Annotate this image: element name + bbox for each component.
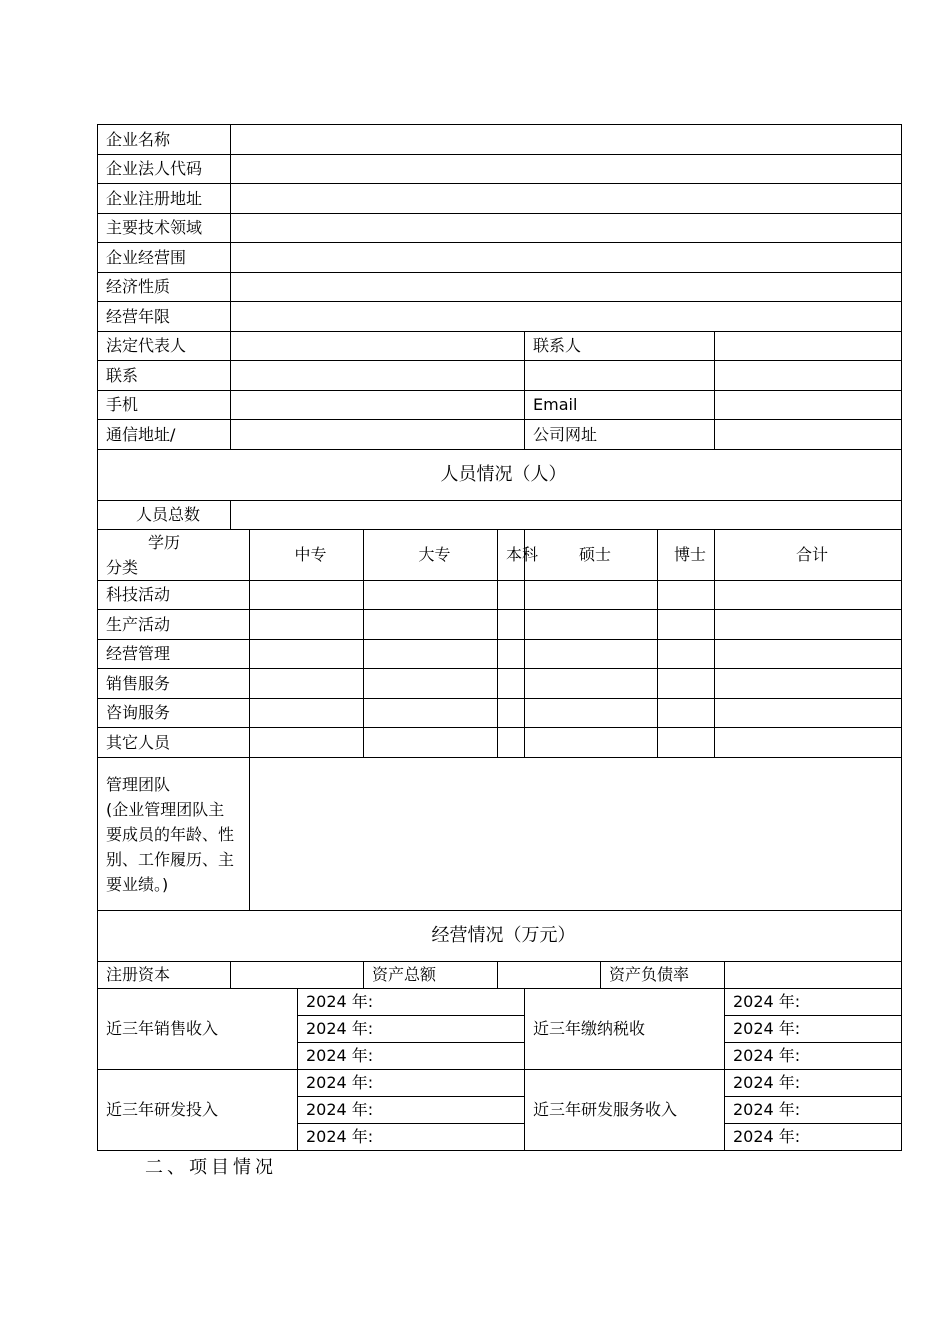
sales-income-label: 近三年销售收入: [98, 989, 298, 1070]
company-name-field[interactable]: [231, 125, 902, 155]
debt-ratio-field[interactable]: [725, 962, 902, 989]
cell[interactable]: [498, 728, 525, 758]
legal-rep-field[interactable]: [231, 332, 525, 361]
personnel-total-field[interactable]: [231, 501, 902, 530]
col-header: 本科: [498, 530, 525, 581]
cell[interactable]: [250, 581, 364, 610]
contact-person-field[interactable]: [715, 332, 902, 361]
cell[interactable]: [715, 669, 902, 699]
registered-address-field[interactable]: [231, 184, 902, 214]
cell[interactable]: [364, 699, 498, 728]
edu-header-bottom: 分类: [106, 558, 139, 577]
legal-code-field[interactable]: [231, 155, 902, 184]
cell[interactable]: [525, 581, 658, 610]
col-header: 硕士: [525, 530, 658, 581]
cell[interactable]: [715, 728, 902, 758]
registered-address-label: 企业注册地址: [98, 184, 231, 214]
table-row: [98, 640, 902, 669]
row-label: 其它人员: [98, 728, 250, 758]
year-entry[interactable]: 2024 年:: [298, 989, 525, 1016]
cell[interactable]: [364, 640, 498, 669]
cell[interactable]: [364, 728, 498, 758]
year-entry[interactable]: 2024 年:: [298, 1070, 525, 1097]
col-header: 博士: [658, 530, 715, 581]
mgmt-line: 别、工作履历、主: [106, 849, 235, 869]
legal-rep-label: 法定代表人: [98, 332, 231, 361]
business-scope-label: 企业经营围: [98, 243, 231, 273]
mgmt-line: (企业管理团队主: [106, 799, 225, 819]
business-years-label: 经营年限: [98, 302, 231, 332]
tech-field-field[interactable]: [231, 214, 902, 243]
table-row: [98, 669, 902, 699]
economic-nature-field[interactable]: [231, 273, 902, 302]
mobile-label: 手机: [98, 391, 231, 420]
col-header: 合计: [715, 530, 902, 581]
postal-address-field[interactable]: [231, 420, 525, 450]
row-label: 销售服务: [98, 669, 250, 699]
debt-ratio-label: 资产负债率: [601, 962, 725, 989]
col-header: 大专: [364, 530, 498, 581]
cell[interactable]: [364, 610, 498, 640]
total-assets-label: 资产总额: [364, 962, 498, 989]
cell[interactable]: [525, 699, 658, 728]
personnel-total-label: 人员总数: [98, 501, 231, 530]
cell[interactable]: [250, 728, 364, 758]
business-years-field[interactable]: [231, 302, 902, 332]
cell[interactable]: [364, 581, 498, 610]
website-label: 公司网址: [525, 420, 715, 450]
cell[interactable]: [498, 640, 525, 669]
mgmt-line: 管理团队: [106, 774, 171, 794]
table-row: [98, 699, 902, 728]
contact-extra-field-2[interactable]: [715, 361, 902, 391]
col-header: 中专: [250, 530, 364, 581]
row-label: 生产活动: [98, 610, 250, 640]
website-field[interactable]: [715, 420, 902, 450]
rd-service-income-label: 近三年研发服务收入: [525, 1070, 725, 1151]
table-row: [98, 728, 902, 758]
table-row: [98, 581, 902, 610]
tech-field-label: 主要技术领域: [98, 214, 231, 243]
cell[interactable]: [525, 640, 658, 669]
total-assets-field[interactable]: [498, 962, 601, 989]
legal-code-label: 企业法人代码: [98, 155, 231, 184]
edu-header-top: 学历: [148, 533, 181, 552]
cell[interactable]: [250, 669, 364, 699]
year-entry[interactable]: 2024 年:: [298, 1124, 525, 1151]
contact-person-label: 联系人: [525, 332, 715, 361]
personnel-section-title: 人员情况（人）: [98, 450, 902, 501]
management-team-field[interactable]: [250, 758, 902, 911]
cell[interactable]: [658, 728, 715, 758]
company-name-label: 企业名称: [98, 125, 231, 155]
postal-address-label: 通信地址/: [98, 420, 231, 450]
cell[interactable]: [658, 610, 715, 640]
cell[interactable]: [525, 610, 658, 640]
rd-investment-label: 近三年研发投入: [98, 1070, 298, 1151]
email-field[interactable]: [715, 391, 902, 420]
cell[interactable]: [658, 581, 715, 610]
cell[interactable]: [364, 669, 498, 699]
mgmt-line: 要业绩。): [106, 874, 169, 894]
year-entry[interactable]: 2024 年:: [725, 1016, 902, 1043]
row-label: 科技活动: [98, 581, 250, 610]
contact-extra-field[interactable]: [525, 361, 715, 391]
year-entry[interactable]: 2024 年:: [298, 1097, 525, 1124]
cell[interactable]: [715, 610, 902, 640]
cell[interactable]: [498, 610, 525, 640]
economic-nature-label: 经济性质: [98, 273, 231, 302]
project-section-heading: 二、项目情况: [145, 1157, 277, 1178]
contact-label: 联系: [98, 361, 231, 391]
cell[interactable]: [498, 581, 525, 610]
year-entry[interactable]: 2024 年:: [725, 1070, 902, 1097]
cell[interactable]: [250, 640, 364, 669]
registered-capital-field[interactable]: [231, 962, 364, 989]
cell[interactable]: [525, 669, 658, 699]
cell[interactable]: [498, 669, 525, 699]
table-row: [98, 610, 902, 640]
cell[interactable]: [250, 610, 364, 640]
enterprise-info-form: [97, 124, 902, 1151]
year-entry[interactable]: 2024 年:: [725, 989, 902, 1016]
cell[interactable]: [715, 699, 902, 728]
mobile-field[interactable]: [231, 391, 525, 420]
email-label: Email: [525, 391, 715, 420]
operations-section-title: 经营情况（万元）: [98, 911, 902, 962]
row-label: 经营管理: [98, 640, 250, 669]
mgmt-line: 要成员的年龄、性: [106, 824, 235, 844]
taxes-paid-label: 近三年缴纳税收: [525, 989, 725, 1070]
year-entry[interactable]: 2024 年:: [725, 1097, 902, 1124]
cell[interactable]: [715, 640, 902, 669]
cell[interactable]: [658, 669, 715, 699]
year-entry[interactable]: 2024 年:: [725, 1124, 902, 1151]
contact-field[interactable]: [231, 361, 525, 391]
year-entry[interactable]: 2024 年:: [725, 1043, 902, 1070]
cell[interactable]: [250, 699, 364, 728]
edu-category-header: [98, 530, 250, 581]
cell[interactable]: [715, 581, 902, 610]
registered-capital-label: 注册资本: [98, 962, 231, 989]
row-label: 咨询服务: [98, 699, 250, 728]
cell[interactable]: [498, 699, 525, 728]
cell[interactable]: [658, 640, 715, 669]
business-scope-field[interactable]: [231, 243, 902, 273]
cell[interactable]: [658, 699, 715, 728]
management-team-label: [98, 758, 250, 911]
year-entry[interactable]: 2024 年:: [298, 1016, 525, 1043]
cell[interactable]: [525, 728, 658, 758]
year-entry[interactable]: 2024 年:: [298, 1043, 525, 1070]
